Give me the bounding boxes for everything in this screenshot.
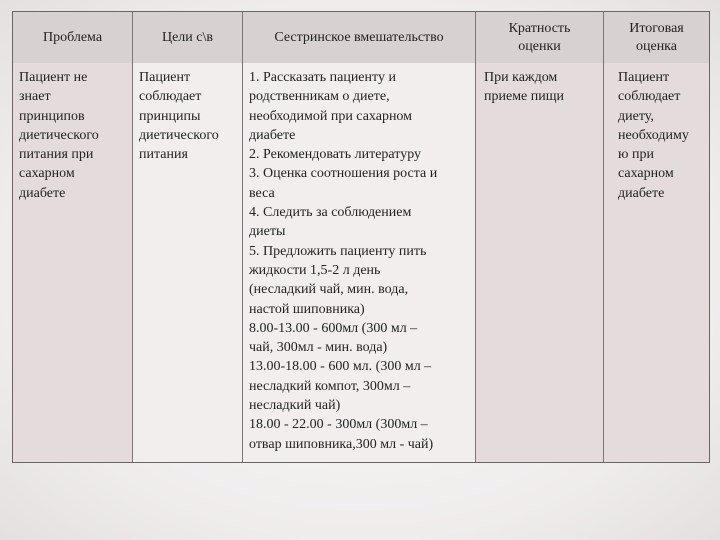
column-goals <box>133 12 243 462</box>
header-goals: Цели с\в <box>133 12 242 63</box>
column-final-assessment <box>604 12 709 462</box>
cell-problem: Пациент не знает принципов диетического питания при сахарном диабете <box>19 70 99 201</box>
column-nursing-intervention <box>243 12 476 462</box>
header-final-assessment: Итоговая оценка <box>604 12 709 63</box>
cell-final-assessment: Пациент соблюдает диету, необходиму ю при сахарном диабете <box>618 70 689 201</box>
header-assessment-frequency: Кратность оценки <box>476 12 603 63</box>
header-nursing-intervention: Сестринское вмешательство <box>243 12 475 63</box>
care-plan-table <box>12 11 710 463</box>
column-assessment-frequency <box>476 12 604 462</box>
cell-assessment-frequency: При каждом приеме пищи <box>484 70 565 105</box>
header-problem: Проблема <box>13 12 132 63</box>
cell-goals: Пациент соблюдает принципы диетического питания <box>139 70 219 163</box>
cell-nursing-intervention: 1. Рассказать пациенту и родственникам о диете, необходимой при сахарном диабете 2. Рекомендовать литературу 3. Оценка соотношения роста и веса 4. Следить за соблюдением диеты 5. Предложить пациенту пить жидкости 1,5-2 л день (несладкий чай, мин. вода, настой шиповника) 8.00-13.00 - 600мл (300 мл – чай, 300мл - мин. вода) 13.00-18.00 - 600 мл. (300 мл – несладкий компот, 300мл – несладкий чай) 18.00 - 22.00 - 300мл (300мл – отвар шиповника,300 мл - чай) <box>249 70 438 452</box>
column-problem <box>13 12 133 462</box>
